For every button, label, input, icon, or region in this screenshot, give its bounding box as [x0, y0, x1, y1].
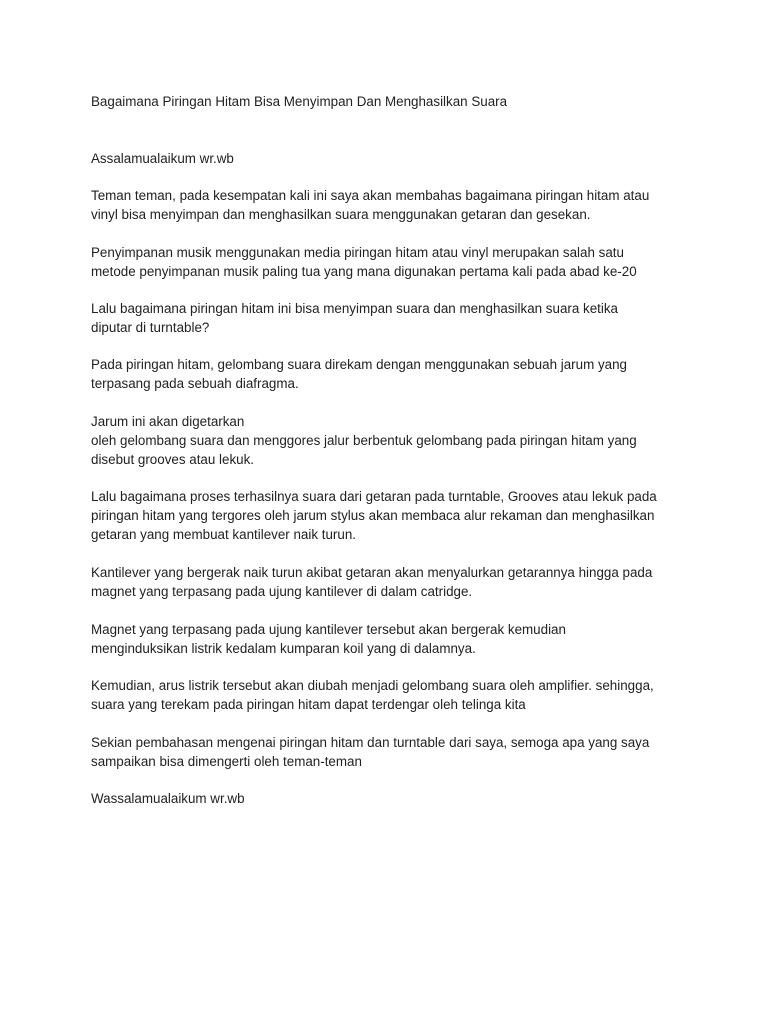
paragraph-10: Sekian pembahasan mengenai piringan hitam dan turntable dari saya, semoga apa yang saya sampaikan bisa dimengerti oleh teman-teman: [91, 735, 650, 769]
paragraph-1: Teman teman, pada kesempatan kali ini saya akan membahas bagaimana piringan hitam atau vinyl bisa menyimpan dan menghasilkan suara menggunakan getaran dan gesekan.: [91, 188, 650, 222]
paragraph-3: Lalu bagaimana piringan hitam ini bisa menyimpan suara dan menghasilkan suara ketika diputar di turntable?: [91, 301, 619, 335]
closing: Wassalamualaikum wr.wb: [91, 791, 245, 806]
paragraph-4: Pada piringan hitam, gelombang suara direkam dengan menggunakan sebuah jarum yang terpasang pada sebuah diafragma.: [91, 357, 627, 391]
greeting: Assalamualaikum wr.wb: [91, 151, 234, 166]
paragraph-7: Kantilever yang bergerak naik turun akibat getaran akan menyalurkan getarannya hingga pada magnet yang terpasang pada ujung kantilever di dalam catridge.: [91, 565, 653, 599]
document-title: Bagaimana Piringan Hitam Bisa Menyimpan Dan Menghasilkan Suara: [91, 94, 508, 109]
paragraph-9: Kemudian, arus listrik tersebut akan diubah menjadi gelombang suara oleh amplifier. sehingga, suara yang terekam pada piringan hitam dapat terdengar oleh telinga kita: [91, 678, 654, 712]
paragraph-6: Lalu bagaimana proses terhasilnya suara dari getaran pada turntable, Grooves atau lekuk pada piringan hitam yang tergores oleh jarum stylus akan membaca alur rekaman dan menghasilkan getaran yang membuat kantilever naik turun.: [91, 489, 657, 542]
paragraph-2: Penyimpanan musik menggunakan media piringan hitam atau vinyl merupakan salah satu metode penyimpanan musik paling tua yang mana digunakan pertama kali pada abad ke-20: [91, 245, 637, 279]
paragraph-8: Magnet yang terpasang pada ujung kantilever tersebut akan bergerak kemudian menginduksikan listrik kedalam kumparan koil yang di dalamnya.: [91, 622, 566, 656]
paragraph-5: Jarum ini akan digetarkan oleh gelombang suara dan menggores jalur berbentuk gelombang pada piringan hitam yang disebut grooves atau lekuk.: [91, 414, 637, 467]
